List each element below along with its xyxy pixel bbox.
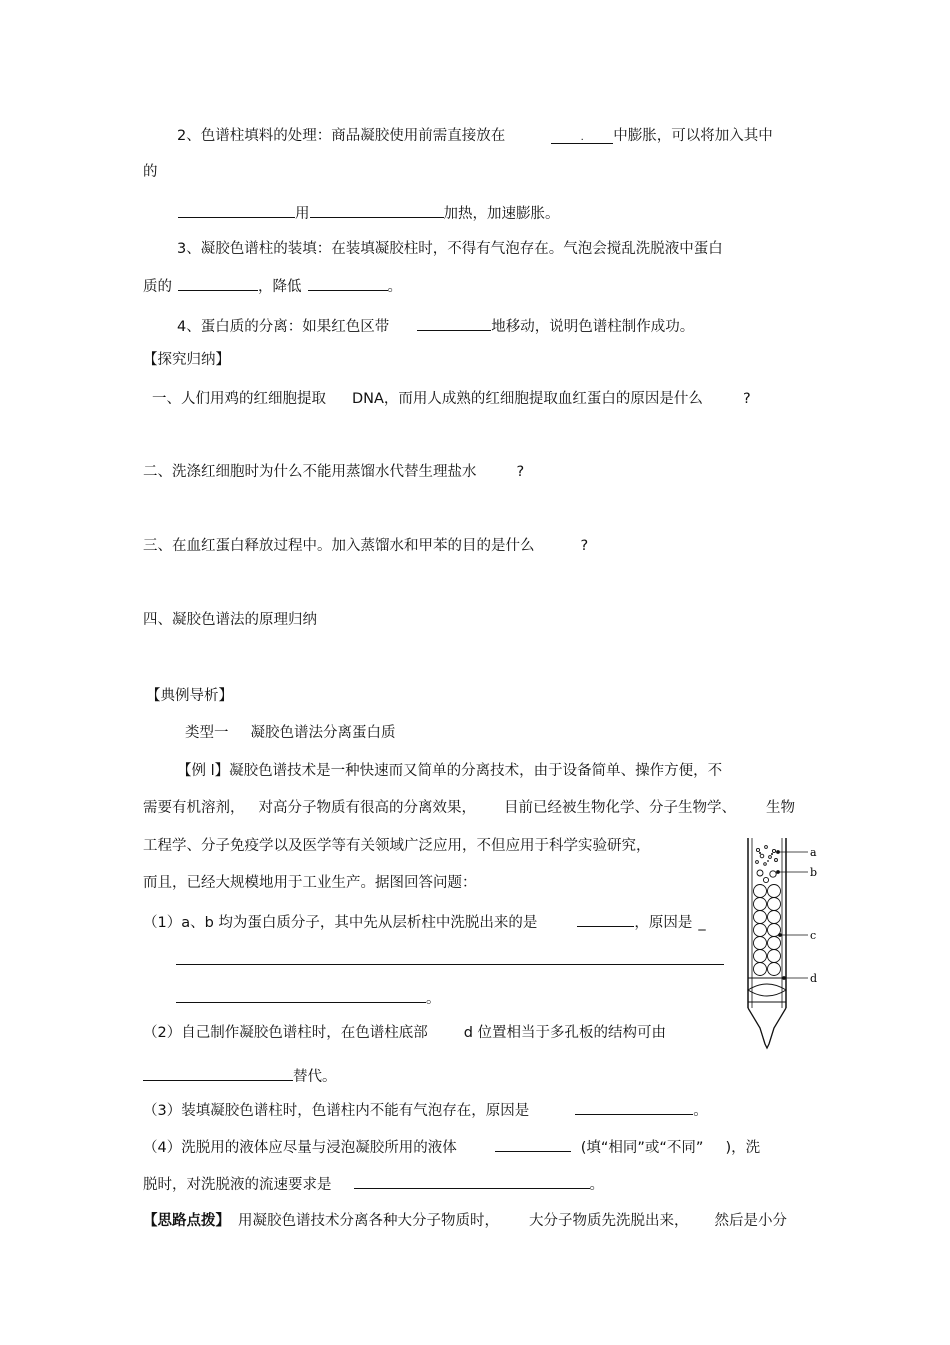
- p2-line: （2）自己制作凝胶色谱柱时，在色谱柱底部 d 位置相当于多孔板的结构可由: [143, 1025, 667, 1041]
- s2-line2: 的: [143, 164, 158, 180]
- p2-line2: 替代。: [143, 1066, 337, 1086]
- p4-line2: 脱时，对洗脱液的流速要求是 。: [143, 1174, 604, 1194]
- blank-s4[interactable]: [417, 316, 491, 331]
- blank-s2-2[interactable]: [178, 203, 295, 218]
- blank-p1-3[interactable]: [176, 1002, 426, 1003]
- blank-p4-1[interactable]: [495, 1137, 571, 1152]
- p3-line: （3）装填凝胶色谱柱时，色谱柱内不能有气泡存在，原因是 。: [143, 1100, 708, 1120]
- ex1-line2: 需要有机溶剂， 对高分子物质有很高的分离效果， 目前已经被生物化学、分子生物学、 生物: [143, 800, 795, 816]
- protein-molecules-b: [757, 870, 776, 883]
- blank-p1-2[interactable]: [176, 964, 724, 965]
- blank-p4-2[interactable]: [354, 1174, 590, 1189]
- question-1: 一、人们用鸡的红细胞提取 DNA，而用人成熟的红细胞提取血红蛋白的原因是什么 ?: [152, 391, 751, 407]
- protein-molecules-a: [756, 846, 778, 866]
- blank-s2-3[interactable]: [310, 203, 444, 218]
- p1-end: 。: [426, 991, 441, 1007]
- leixing-line: 类型一 凝胶色谱法分离蛋白质: [185, 725, 396, 741]
- blank-p1-1[interactable]: [577, 912, 634, 927]
- p4-line: （4）洗脱用的液体应尽量与浸泡凝胶所用的液体 (填“相同”或“不同” )，洗: [143, 1137, 760, 1157]
- question-4: 四、凝胶色谱法的原理归纳: [143, 612, 317, 628]
- ex1-line1: 【例 l】凝胶色谱技术是一种快速而又简单的分离技术，由于设备简单、操作方便，不: [177, 763, 723, 779]
- column-outlet: [748, 1008, 786, 1048]
- s2-line3: 用 加热，加速膨胀。: [178, 203, 560, 223]
- tanjiu-heading: 【探究归纳】: [143, 352, 230, 368]
- ex1-line4: 而且，已经大规模地用于工业生产。据图回答问题：: [143, 875, 477, 891]
- s4-line: 4、蛋白质的分离：如果红色区带 地移动，说明色谱柱制作成功。: [177, 316, 694, 336]
- gel-beads-c: [754, 885, 781, 976]
- blank-s3-2[interactable]: [308, 276, 388, 291]
- porous-plate-d: [748, 978, 786, 1002]
- blank-s2-1[interactable]: .: [551, 129, 613, 144]
- s2-line1: 2、色谱柱填料的处理：商品凝胶使用前需直接放在 . 中膨胀，可以将加入其中: [177, 128, 773, 144]
- blank-p3[interactable]: [575, 1100, 693, 1115]
- s3-line1: 3、凝胶色谱柱的装填：在装填凝胶柱时，不得有气泡存在。气泡会搅乱洗脱液中蛋白: [177, 241, 723, 257]
- label-a: a: [810, 846, 817, 859]
- label-c: c: [810, 929, 817, 942]
- label-d: d: [810, 972, 818, 985]
- ex1-line3: 工程学、分子免疫学以及医学等有关领域广泛应用，不但应用于科学实验研究，: [143, 838, 651, 854]
- label-b: b: [810, 866, 818, 879]
- dianli-heading: 【典例导析】: [146, 688, 233, 704]
- blank-s3-1[interactable]: [178, 276, 258, 291]
- blank-p2[interactable]: [143, 1066, 293, 1081]
- question-2: 二、洗涤红细胞时为什么不能用蒸馏水代替生理盐水 ?: [143, 464, 525, 480]
- chromatography-column-diagram: [738, 832, 828, 1050]
- p1-line: （1）a、b 均为蛋白质分子，其中先从层析柱中洗脱出来的是 ，原因是 _: [143, 912, 706, 932]
- question-3: 三、在血红蛋白释放过程中。加入蒸馏水和甲苯的目的是什么 ?: [143, 538, 589, 554]
- s3-line2: 质的 ，降低 。: [143, 276, 402, 296]
- silu-line: 【思路点拨】 用凝胶色谱技术分离各种大分子物质时， 大分子物质先洗脱出来， 然后是小分: [143, 1213, 787, 1229]
